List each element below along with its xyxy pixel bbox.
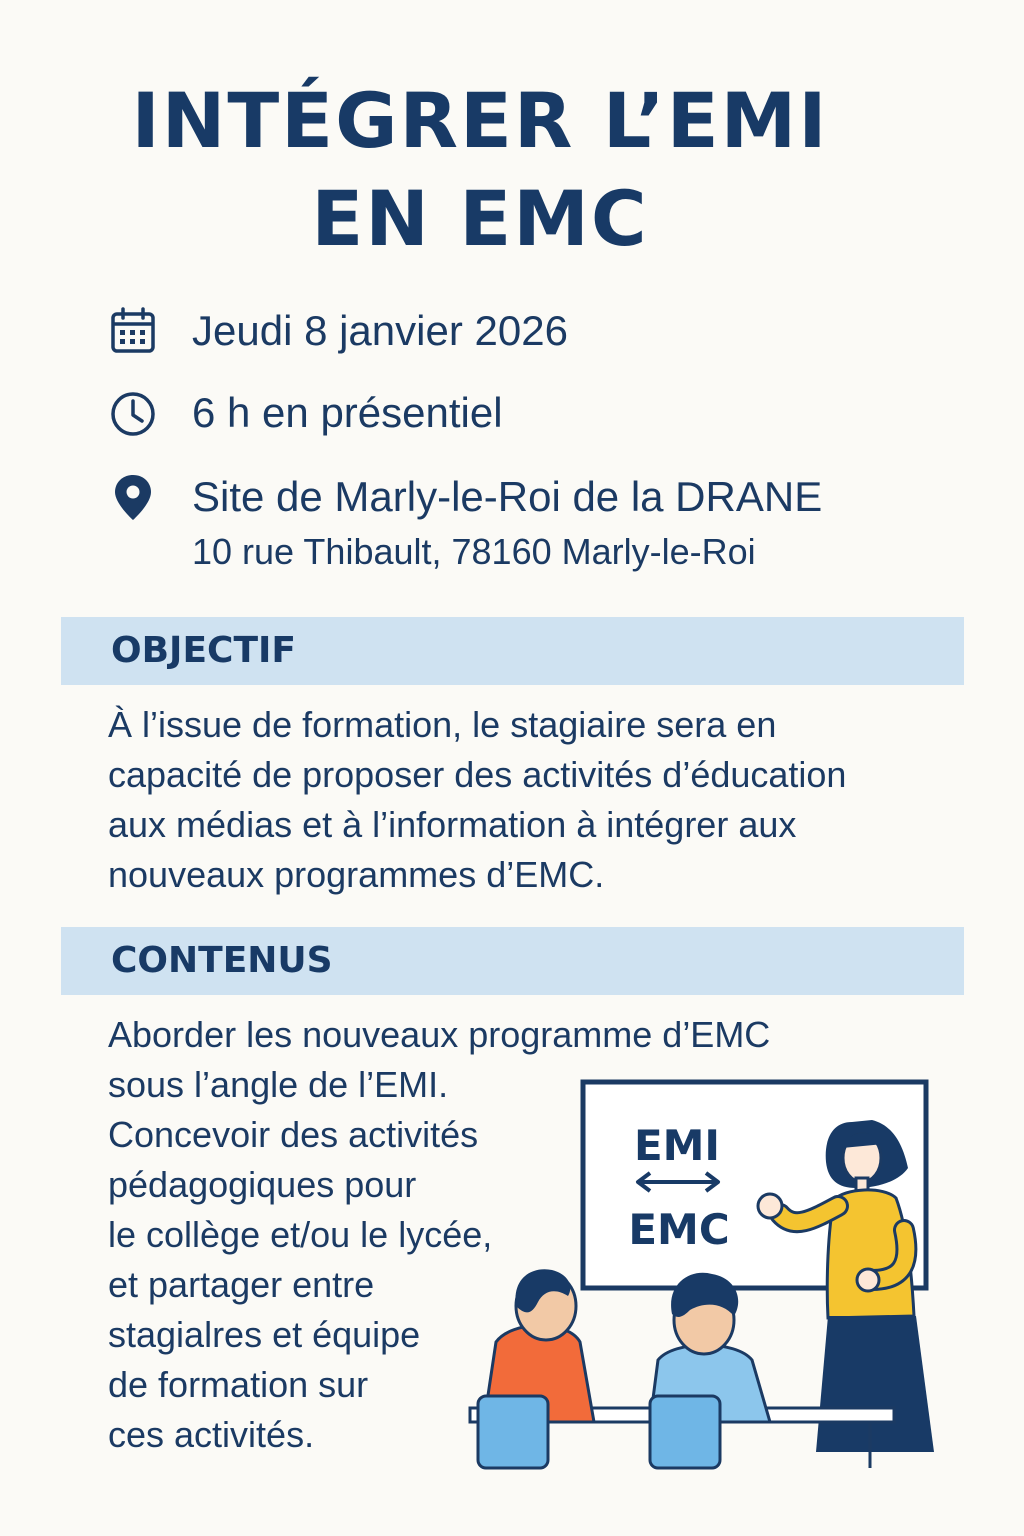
- title-line-2: EN EMC: [311, 174, 649, 263]
- contenus-line: Concevoir des activités: [108, 1114, 479, 1155]
- board-emc-label: EMC: [628, 1205, 730, 1254]
- objectif-line: capacité de proposer des activités d’éducation: [108, 754, 847, 795]
- objectif-line: nouveaux programmes d’EMC.: [108, 854, 605, 895]
- contenus-line: le collège et/ou le lycée,: [108, 1214, 493, 1255]
- contenus-heading: CONTENUS: [61, 927, 964, 995]
- page-title: [0, 72, 960, 268]
- contenus-line: stagialres et équipe: [108, 1314, 421, 1355]
- contenus-line: et partager entre: [108, 1264, 375, 1305]
- title-line-1: INTÉGRER L’EMI: [131, 76, 829, 165]
- location-row: [108, 472, 822, 574]
- duration-row: [108, 388, 503, 438]
- contenus-line: de formation sur: [108, 1364, 369, 1405]
- student-orange-figure: [478, 1269, 594, 1468]
- contenus-line: pédagogiques pour: [108, 1164, 417, 1205]
- calendar-icon: [108, 306, 158, 356]
- event-date: Jeudi 8 janvier 2026: [192, 307, 568, 354]
- contenus-line: ces activités.: [108, 1414, 315, 1455]
- objectif-line: À l’issue de formation, le stagiaire sera en: [108, 704, 777, 745]
- objectif-line: aux médias et à l’information à intégrer aux: [108, 804, 797, 845]
- objectif-text: [108, 700, 968, 900]
- student-blue-figure: [650, 1273, 770, 1468]
- event-location: Site de Marly-le-Roi de la DRANE: [192, 473, 823, 520]
- contenus-line: Aborder les nouveaux programme d’EMC: [108, 1014, 771, 1055]
- location-pin-icon: [108, 472, 158, 522]
- contenus-line: sous l’angle de l’EMI.: [108, 1064, 449, 1105]
- objectif-heading: OBJECTIF: [61, 617, 964, 685]
- event-address: 10 rue Thibault, 78160 Marly-le-Roi: [192, 531, 756, 572]
- event-duration: 6 h en présentiel: [192, 389, 503, 436]
- date-row: [108, 306, 568, 356]
- classroom-illustration: [460, 1070, 980, 1470]
- clock-icon: [108, 388, 158, 438]
- board-emi-label: EMI: [633, 1121, 721, 1170]
